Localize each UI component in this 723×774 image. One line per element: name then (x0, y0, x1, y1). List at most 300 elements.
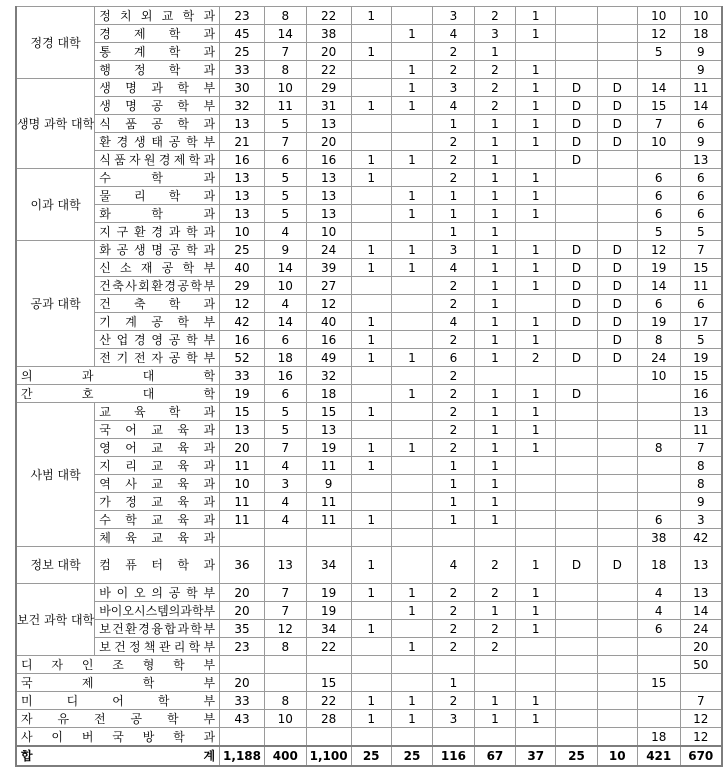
table-row (16, 421, 722, 439)
value-cell: D (597, 313, 637, 331)
justified-label: 지 구 환 경 과 학 과 (99, 224, 216, 239)
value-cell: D (556, 295, 597, 313)
value-cell: 1 (351, 403, 391, 421)
value-cell: 1 (516, 331, 556, 349)
value-cell: 5 (264, 403, 306, 421)
value-cell (351, 61, 391, 79)
value-cell: 33 (220, 367, 265, 385)
value-cell: 1 (351, 710, 391, 728)
value-cell: 4 (264, 457, 306, 475)
value-cell: 4 (433, 97, 475, 115)
justified-label: 국 어 교 육 과 (99, 422, 216, 437)
value-cell: 21 (220, 133, 265, 151)
value-cell: 7 (264, 133, 306, 151)
value-cell (516, 511, 556, 529)
justified-label: 디 자 인 조 형 학 부 (21, 657, 216, 672)
justified-label: 신 소 재 공 학 부 (99, 260, 216, 275)
table-row (16, 133, 722, 151)
department-name-cell (95, 439, 220, 457)
value-cell (556, 710, 597, 728)
justified-label: 기 계 공 학 부 (99, 314, 216, 329)
value-cell: 15 (306, 403, 351, 421)
college-label-cell: 보건 과학 대학 (16, 584, 95, 656)
value-cell (264, 674, 306, 692)
value-cell: 1 (351, 169, 391, 187)
value-cell: 6 (680, 169, 722, 187)
value-cell: 1 (474, 475, 515, 493)
college-label-cell: 정보 대학 (16, 547, 95, 584)
value-cell: 1 (351, 584, 391, 602)
value-cell: 9 (680, 133, 722, 151)
value-cell (597, 602, 637, 620)
department-name-cell (95, 151, 220, 169)
value-cell: 6 (637, 205, 680, 223)
value-cell: 13 (220, 187, 265, 205)
value-cell (351, 421, 391, 439)
value-cell: 18 (680, 25, 722, 43)
value-cell: 1 (474, 710, 515, 728)
table-row (16, 656, 722, 674)
value-cell: 52 (220, 349, 265, 367)
value-cell (597, 169, 637, 187)
college-label-cell: 사범 대학 (16, 403, 95, 547)
value-cell: 4 (433, 547, 475, 584)
value-cell: D (597, 79, 637, 97)
value-cell: D (597, 241, 637, 259)
value-cell: 1 (391, 259, 432, 277)
value-cell: 13 (306, 115, 351, 133)
value-cell (597, 493, 637, 511)
department-name-cell (95, 403, 220, 421)
value-cell (597, 620, 637, 638)
value-cell (391, 403, 432, 421)
table-row (16, 385, 722, 403)
value-cell: 1 (391, 602, 432, 620)
value-cell (556, 493, 597, 511)
value-cell: 13 (220, 421, 265, 439)
value-cell (516, 529, 556, 547)
justified-label: 생 명 공 학 부 (99, 98, 216, 113)
value-cell: 19 (220, 385, 265, 403)
justified-label: 건 축 사 회 환 경 공 학 부 (99, 278, 216, 293)
value-cell: 3 (264, 475, 306, 493)
value-cell: 1 (516, 277, 556, 295)
justified-label: 행 정 학 과 (99, 62, 216, 77)
value-cell: 32 (306, 367, 351, 385)
value-cell: 19 (637, 259, 680, 277)
value-cell (597, 151, 637, 169)
value-cell: 7 (680, 692, 722, 710)
justified-label: 의 과 대 학 (21, 368, 216, 383)
value-cell: 4 (433, 259, 475, 277)
justified-label: 영 어 교 육 과 (99, 440, 216, 455)
value-cell: 18 (264, 349, 306, 367)
value-cell: 1 (516, 169, 556, 187)
value-cell: 5 (264, 169, 306, 187)
value-cell (597, 457, 637, 475)
value-cell (597, 403, 637, 421)
value-cell: 3 (433, 79, 475, 97)
department-name-cell (16, 692, 220, 710)
value-cell: 1 (474, 115, 515, 133)
college-label-cell: 이과 대학 (16, 169, 95, 241)
department-name-cell (95, 241, 220, 259)
value-cell (516, 475, 556, 493)
value-cell: 10 (220, 475, 265, 493)
value-cell: 6 (637, 169, 680, 187)
total-label-cell (16, 746, 220, 766)
value-cell: 1 (391, 638, 432, 656)
value-cell: D (556, 349, 597, 367)
value-cell: 1 (433, 223, 475, 241)
value-cell: 13 (220, 205, 265, 223)
justified-label: 식 품 공 학 과 (99, 116, 216, 131)
value-cell: 1 (391, 25, 432, 43)
value-cell: D (556, 115, 597, 133)
value-cell (516, 493, 556, 511)
value-cell (637, 692, 680, 710)
value-cell: 49 (306, 349, 351, 367)
value-cell: 25 (220, 241, 265, 259)
value-cell: 1 (516, 241, 556, 259)
value-cell: 1 (351, 259, 391, 277)
value-cell: 1 (474, 223, 515, 241)
department-name-cell (95, 61, 220, 79)
value-cell: 7 (680, 439, 722, 457)
value-cell (391, 331, 432, 349)
value-cell (351, 205, 391, 223)
table-row (16, 728, 722, 747)
value-cell: 1 (474, 349, 515, 367)
value-cell: 10 (264, 710, 306, 728)
justified-label: 경 제 학 과 (99, 26, 216, 41)
value-cell (391, 674, 432, 692)
value-cell (597, 223, 637, 241)
value-cell: 1 (474, 439, 515, 457)
value-cell (351, 674, 391, 692)
value-cell: D (597, 547, 637, 584)
value-cell: 40 (220, 259, 265, 277)
value-cell (597, 728, 637, 747)
value-cell: 10 (637, 133, 680, 151)
value-cell: 5 (680, 331, 722, 349)
value-cell (516, 457, 556, 475)
value-cell: 2 (433, 133, 475, 151)
value-cell (637, 475, 680, 493)
table-row (16, 7, 722, 25)
value-cell: D (597, 277, 637, 295)
quota-table (15, 6, 723, 767)
department-name-cell (95, 638, 220, 656)
value-cell: D (597, 331, 637, 349)
value-cell (680, 674, 722, 692)
value-cell: 116 (433, 746, 475, 766)
value-cell: 38 (637, 529, 680, 547)
value-cell: 12 (306, 295, 351, 313)
value-cell (351, 385, 391, 403)
college-label-cell: 생명 과학 대학 (16, 79, 95, 169)
value-cell: 13 (680, 403, 722, 421)
value-cell (351, 187, 391, 205)
value-cell (597, 421, 637, 439)
department-name-cell (95, 457, 220, 475)
value-cell: 1 (474, 511, 515, 529)
value-cell: D (597, 97, 637, 115)
value-cell: 9 (680, 61, 722, 79)
value-cell: 4 (433, 25, 475, 43)
value-cell: 9 (680, 43, 722, 61)
value-cell: 400 (264, 746, 306, 766)
value-cell: 2 (433, 439, 475, 457)
value-cell: 20 (306, 133, 351, 151)
value-cell (556, 457, 597, 475)
justified-label: 전 기 전 자 공 학 부 (99, 350, 216, 365)
value-cell: 12 (680, 728, 722, 747)
value-cell (391, 529, 432, 547)
justified-label: 자 유 전 공 학 부 (21, 711, 216, 726)
value-cell: 1 (433, 205, 475, 223)
value-cell: 1 (516, 602, 556, 620)
value-cell: 1 (516, 61, 556, 79)
value-cell: 1 (474, 313, 515, 331)
value-cell: 29 (220, 277, 265, 295)
justified-label: 화 공 생 명 공 학 과 (99, 242, 216, 257)
value-cell: 25 (220, 43, 265, 61)
value-cell: D (556, 97, 597, 115)
value-cell: 1,100 (306, 746, 351, 766)
justified-label: 산 업 경 영 공 학 부 (99, 332, 216, 347)
value-cell: 12 (264, 620, 306, 638)
value-cell: 3 (474, 25, 515, 43)
value-cell (391, 728, 432, 747)
justified-label: 수 학 교 육 과 (99, 512, 216, 527)
department-name-cell (95, 7, 220, 25)
value-cell: 1 (351, 331, 391, 349)
value-cell (351, 79, 391, 97)
value-cell (516, 674, 556, 692)
value-cell: 13 (680, 151, 722, 169)
value-cell (556, 421, 597, 439)
value-cell: 1 (474, 43, 515, 61)
value-cell: 11 (220, 493, 265, 511)
value-cell: 25 (351, 746, 391, 766)
justified-label: 보 건 정 책 관 리 학 부 (99, 639, 216, 654)
value-cell: 1 (391, 439, 432, 457)
value-cell: 2 (433, 295, 475, 313)
value-cell: 1 (516, 259, 556, 277)
value-cell: 7 (264, 602, 306, 620)
value-cell: 2 (474, 620, 515, 638)
value-cell: 13 (306, 169, 351, 187)
value-cell: 1 (474, 457, 515, 475)
value-cell: 9 (680, 493, 722, 511)
value-cell: 2 (433, 692, 475, 710)
value-cell: 1 (351, 7, 391, 25)
value-cell (556, 529, 597, 547)
value-cell: 20 (306, 43, 351, 61)
value-cell (556, 674, 597, 692)
value-cell: 32 (220, 97, 265, 115)
value-cell (391, 475, 432, 493)
table-row (16, 620, 722, 638)
value-cell: D (556, 313, 597, 331)
value-cell: 15 (637, 97, 680, 115)
total-row (16, 746, 722, 766)
value-cell (351, 25, 391, 43)
value-cell: 1 (351, 620, 391, 638)
value-cell: 1 (351, 547, 391, 584)
department-name-cell (95, 205, 220, 223)
value-cell: 2 (433, 367, 475, 385)
value-cell: 20 (220, 602, 265, 620)
value-cell (556, 728, 597, 747)
value-cell: 1 (516, 439, 556, 457)
value-cell (351, 602, 391, 620)
value-cell: 3 (433, 241, 475, 259)
value-cell: 1 (474, 151, 515, 169)
value-cell: 1 (474, 421, 515, 439)
value-cell (391, 7, 432, 25)
value-cell: 13 (220, 115, 265, 133)
value-cell (556, 25, 597, 43)
value-cell: 28 (306, 710, 351, 728)
value-cell: D (556, 259, 597, 277)
value-cell: 8 (264, 7, 306, 25)
value-cell: D (556, 241, 597, 259)
value-cell: 12 (680, 710, 722, 728)
value-cell: D (556, 79, 597, 97)
value-cell: 1 (391, 97, 432, 115)
justified-label: 환 경 생 태 공 학 부 (99, 134, 216, 149)
justified-label: 교 육 학 과 (99, 404, 216, 419)
justified-label: 건 축 학 과 (99, 296, 216, 311)
value-cell: 14 (680, 602, 722, 620)
value-cell (306, 529, 351, 547)
value-cell (391, 493, 432, 511)
value-cell: 11 (220, 457, 265, 475)
value-cell: 1 (474, 133, 515, 151)
value-cell: 5 (264, 187, 306, 205)
value-cell (391, 295, 432, 313)
value-cell (351, 475, 391, 493)
value-cell (351, 295, 391, 313)
table-row (16, 511, 722, 529)
department-name-cell (95, 43, 220, 61)
value-cell (391, 133, 432, 151)
table-row (16, 313, 722, 331)
value-cell (474, 367, 515, 385)
value-cell (556, 692, 597, 710)
value-cell: 1 (391, 241, 432, 259)
value-cell: 5 (264, 115, 306, 133)
table-row (16, 602, 722, 620)
justified-label: 물 리 학 과 (99, 188, 216, 203)
value-cell (556, 205, 597, 223)
value-cell (351, 223, 391, 241)
value-cell (597, 511, 637, 529)
table-row (16, 493, 722, 511)
value-cell (637, 457, 680, 475)
table-row (16, 187, 722, 205)
value-cell: 8 (264, 692, 306, 710)
value-cell: 15 (306, 674, 351, 692)
table-row (16, 25, 722, 43)
value-cell: 1 (474, 331, 515, 349)
value-cell: 10 (264, 277, 306, 295)
value-cell: 10 (637, 367, 680, 385)
value-cell: 2 (433, 61, 475, 79)
value-cell: 1 (516, 403, 556, 421)
justified-label: 수 학 과 (99, 170, 216, 185)
value-cell: 19 (306, 584, 351, 602)
department-name-cell (95, 421, 220, 439)
value-cell: 19 (306, 602, 351, 620)
value-cell: 1 (351, 439, 391, 457)
justified-label: 지 리 교 육 과 (99, 458, 216, 473)
value-cell (351, 638, 391, 656)
value-cell: 6 (637, 187, 680, 205)
value-cell (556, 367, 597, 385)
value-cell (597, 439, 637, 457)
value-cell (391, 277, 432, 295)
value-cell (391, 620, 432, 638)
justified-label: 사 이 버 국 방 학 과 (21, 729, 216, 744)
document-sheet (15, 6, 723, 767)
value-cell: 34 (306, 547, 351, 584)
value-cell: 4 (264, 295, 306, 313)
value-cell: 6 (637, 511, 680, 529)
value-cell: 45 (220, 25, 265, 43)
justified-label: 통 계 학 과 (99, 44, 216, 59)
value-cell: 5 (264, 421, 306, 439)
value-cell: 2 (433, 403, 475, 421)
value-cell (474, 656, 515, 674)
value-cell: 1 (433, 493, 475, 511)
value-cell (264, 656, 306, 674)
value-cell (516, 295, 556, 313)
college-label-cell: 공과 대학 (16, 241, 95, 367)
table-row (16, 547, 722, 584)
value-cell: 2 (474, 547, 515, 584)
value-cell: 6 (680, 115, 722, 133)
value-cell: 1 (474, 692, 515, 710)
value-cell: 1 (391, 692, 432, 710)
value-cell: 5 (637, 223, 680, 241)
justified-label: 역 사 교 육 과 (99, 476, 216, 491)
value-cell: 1 (351, 349, 391, 367)
value-cell: 37 (516, 746, 556, 766)
department-name-cell (95, 602, 220, 620)
value-cell: 2 (474, 7, 515, 25)
table-row (16, 638, 722, 656)
justified-label: 정 치 외 교 학 과 (99, 8, 216, 23)
value-cell: 13 (680, 547, 722, 584)
value-cell: 8 (637, 439, 680, 457)
value-cell: 4 (264, 223, 306, 241)
value-cell: 1 (351, 457, 391, 475)
value-cell: 7 (264, 439, 306, 457)
value-cell: 36 (220, 547, 265, 584)
justified-label: 가 정 교 육 과 (99, 494, 216, 509)
table-row (16, 403, 722, 421)
value-cell (637, 403, 680, 421)
value-cell: 1 (351, 313, 391, 331)
value-cell: 1 (516, 710, 556, 728)
department-name-cell (16, 385, 220, 403)
value-cell: 5 (637, 43, 680, 61)
department-name-cell (95, 295, 220, 313)
value-cell (474, 529, 515, 547)
